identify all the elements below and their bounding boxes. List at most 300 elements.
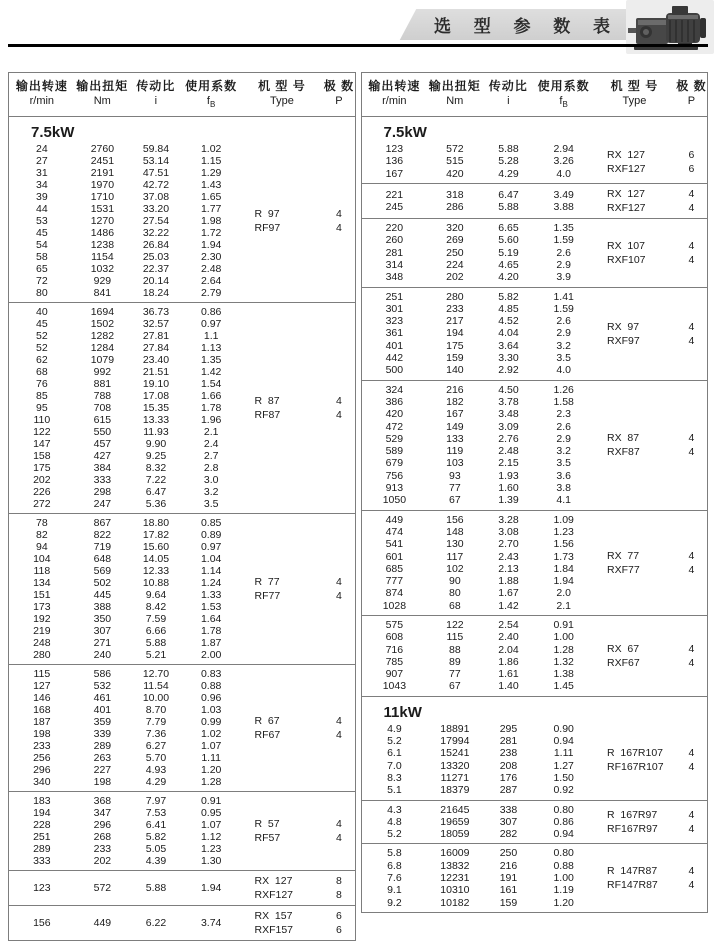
cell-value: 192 [33, 613, 51, 626]
cell-value: 1.20 [553, 896, 574, 909]
cell-value: 221 [385, 188, 404, 201]
model-type-column [240, 909, 323, 937]
table-row [362, 735, 593, 747]
table-row [362, 575, 593, 587]
table-row [362, 384, 593, 396]
table-row [9, 498, 240, 510]
cell-value: 220 [385, 222, 404, 235]
block-rows [362, 143, 593, 180]
cell-value: 3.08 [498, 525, 519, 538]
cell-value: 10.00 [142, 692, 170, 705]
cell-value: 2.13 [498, 562, 519, 575]
cell-value: 47.51 [142, 167, 170, 180]
pole-count-column [676, 549, 707, 577]
cell-value: 1.20 [200, 764, 222, 777]
cell-value: 78 [36, 517, 48, 530]
cell-value: 67 [449, 494, 461, 507]
cell-value: 90 [449, 575, 461, 588]
parameter-block [362, 843, 708, 911]
cell-value: 0.94 [553, 735, 574, 748]
cell-value: 2.6 [556, 420, 571, 433]
table-row [362, 600, 593, 612]
cell-value: 2.48 [200, 263, 222, 276]
model-type: RF57 [254, 832, 281, 845]
cell-value: 280 [33, 649, 51, 662]
cell-value: 40 [36, 306, 48, 319]
model-type-column [593, 549, 676, 577]
block-body [362, 291, 708, 377]
block-rows [9, 917, 240, 929]
cell-value: 88 [449, 643, 461, 656]
cell-value: 1.50 [553, 771, 574, 784]
model-type: RF77 [254, 590, 281, 603]
table-row [362, 897, 593, 909]
table-row [9, 275, 240, 287]
model-type: RXF157 [254, 924, 294, 937]
model-type-column [240, 207, 323, 235]
cell-value: 474 [385, 525, 404, 538]
cell-value: 260 [385, 234, 404, 247]
cell-value: 8.32 [145, 462, 167, 475]
cell-value: 0.96 [200, 692, 222, 705]
table-row [9, 577, 240, 589]
cell-value: 12.33 [142, 565, 170, 578]
cell-value: 18891 [440, 722, 470, 735]
table-row [9, 819, 240, 831]
cell-value: 3.5 [203, 498, 219, 511]
cell-value: 11.54 [143, 680, 169, 693]
cell-value: 384 [93, 462, 112, 475]
cell-value: 251 [33, 831, 51, 844]
table-row [9, 882, 240, 894]
model-type-column [593, 148, 676, 176]
cell-value: 648 [93, 553, 112, 566]
pole-count: 4 [688, 239, 695, 252]
cell-value: 1.73 [553, 550, 574, 563]
cell-value: 401 [385, 339, 404, 352]
cell-value: 1.00 [553, 631, 574, 644]
cell-value: 457 [93, 438, 112, 451]
pole-count-column [676, 239, 707, 267]
block-body [9, 909, 355, 937]
table-row [9, 378, 240, 390]
cell-value: 5.1 [387, 784, 402, 797]
power-section-heading: 11kW [383, 703, 422, 721]
cell-value: 4.52 [498, 315, 519, 328]
block-body [362, 804, 708, 841]
cell-value: 149 [446, 420, 464, 433]
cell-value: 8.42 [145, 601, 167, 614]
cell-value: 191 [499, 872, 518, 885]
model-type-column [593, 431, 676, 459]
cell-value: 5.28 [498, 155, 519, 168]
pole-count-column [323, 575, 354, 603]
parameter-block [362, 800, 708, 844]
col-ratio-unit: i [507, 95, 510, 107]
table-row [9, 764, 240, 776]
cell-value: 202 [446, 271, 464, 284]
cell-value: 0.94 [553, 828, 574, 841]
col-speed-unit: r/min [29, 95, 55, 107]
cell-value: 167 [446, 408, 464, 421]
table-row [362, 680, 593, 692]
table-row [362, 352, 593, 364]
block-rows [362, 619, 593, 693]
cell-value: 202 [33, 474, 51, 487]
cell-value: 2.9 [556, 327, 571, 340]
cell-value: 289 [33, 843, 51, 856]
cell-value: 515 [446, 155, 464, 168]
cell-value: 7.36 [145, 728, 167, 741]
cell-value: 161 [499, 884, 518, 897]
cell-value: 208 [499, 759, 518, 772]
cell-value: 7.97 [145, 795, 167, 808]
table-row [9, 728, 240, 740]
cell-value: 159 [446, 352, 464, 365]
table-row [9, 179, 240, 191]
cell-value: 388 [93, 601, 112, 614]
cell-value: 0.80 [553, 847, 574, 860]
table-row [362, 222, 593, 234]
cell-value: 1.24 [200, 577, 222, 590]
block-rows [362, 189, 593, 214]
cell-value: 1.14 [200, 565, 222, 578]
cell-value: 4.50 [498, 383, 519, 396]
cell-value: 2.70 [498, 538, 519, 551]
cell-value: 123 [33, 882, 51, 895]
cell-value: 1.32 [553, 655, 574, 668]
cell-value: 104 [33, 553, 51, 566]
cell-value: 6.47 [145, 486, 167, 499]
cell-value: 2.6 [556, 246, 571, 259]
cell-value: 23.40 [142, 354, 170, 367]
cell-value: 19.10 [142, 378, 170, 391]
cell-value: 202 [93, 855, 112, 868]
table-row [362, 538, 593, 550]
table-row [9, 668, 240, 680]
cell-value: 3.28 [498, 513, 519, 526]
pole-count-column [323, 207, 354, 235]
cell-value: 123 [385, 143, 404, 156]
cell-value: 248 [33, 637, 51, 650]
cell-value: 788 [93, 390, 112, 403]
parameter-block [362, 287, 708, 380]
cell-value: 5.8 [387, 847, 402, 860]
cell-value: 17994 [440, 735, 470, 748]
cell-value: 80 [449, 587, 461, 600]
table-row [362, 155, 593, 167]
cell-value: 500 [385, 364, 404, 377]
table-row [362, 828, 593, 840]
cell-value: 318 [446, 188, 464, 201]
cell-value: 21645 [440, 803, 470, 816]
cell-value: 1.39 [498, 494, 519, 507]
cell-value: 601 [385, 550, 404, 563]
cell-value: 268 [93, 831, 112, 844]
table-header [362, 73, 708, 117]
cell-value: 280 [446, 290, 464, 303]
block-body [362, 514, 708, 612]
cell-value: 0.83 [200, 668, 222, 681]
cell-value: 173 [33, 601, 51, 614]
cell-value: 296 [93, 819, 112, 832]
cell-value: 907 [385, 668, 404, 681]
parameter-block [362, 696, 708, 800]
pole-count: 4 [336, 395, 342, 408]
cell-value: 110 [33, 414, 51, 427]
table-row [9, 203, 240, 215]
cell-value: 15.60 [142, 541, 170, 554]
table-row [9, 426, 240, 438]
table-row [9, 155, 240, 167]
cell-value: 17.82 [142, 529, 170, 542]
block-body [362, 723, 708, 797]
cell-value: 183 [33, 795, 51, 808]
cell-value: 228 [33, 819, 51, 832]
cell-value: 2.4 [203, 438, 219, 451]
cell-value: 929 [93, 275, 112, 288]
pole-count-column [323, 817, 354, 845]
col-torque-unit: Nm [446, 95, 464, 107]
cell-value: 1.94 [553, 575, 574, 588]
pole-count: 4 [688, 879, 695, 892]
cell-value: 3.78 [498, 395, 519, 408]
block-body [9, 874, 355, 902]
cell-value: 338 [499, 803, 518, 816]
cell-value: 307 [499, 815, 518, 828]
cell-value: 1.30 [200, 855, 222, 868]
table-row [9, 565, 240, 577]
pole-count: 6 [688, 162, 695, 175]
table-row [9, 390, 240, 402]
cell-value: 9.2 [387, 896, 402, 909]
cell-value: 42.72 [142, 179, 170, 192]
cell-value: 65 [36, 263, 48, 276]
cell-value: 134 [33, 577, 51, 590]
block-rows [362, 291, 593, 377]
model-type: R 97 [254, 208, 280, 221]
cell-value: 348 [385, 271, 404, 284]
parameter-block [362, 117, 708, 183]
cell-value: 9.25 [145, 450, 167, 463]
table-row [9, 438, 240, 450]
cell-value: 1.59 [553, 234, 574, 247]
cell-value: 6.27 [145, 740, 167, 753]
table-row [9, 450, 240, 462]
cell-value: 27.54 [142, 215, 170, 228]
table-row [9, 474, 240, 486]
cell-value: 216 [499, 859, 518, 872]
cell-value: 22.37 [142, 263, 170, 276]
pole-count-column [676, 864, 707, 892]
model-type: RF67 [254, 729, 281, 742]
model-type: RX 67 [606, 642, 640, 655]
cell-value: 323 [385, 315, 404, 328]
model-type: R 167R107 [606, 746, 664, 759]
cell-value: 4.8 [387, 815, 402, 828]
cell-value: 5.82 [498, 290, 519, 303]
cell-value: 282 [499, 828, 518, 841]
cell-value: 45 [36, 227, 48, 240]
cell-value: 32.57 [142, 318, 170, 331]
cell-value: 4.93 [145, 764, 167, 777]
cell-value: 1694 [90, 306, 115, 319]
cell-value: 1.1 [203, 330, 219, 343]
cell-value: 18.80 [142, 517, 170, 530]
cell-value: 420 [385, 408, 404, 421]
cell-value: 33.20 [142, 203, 170, 216]
cell-value: 263 [93, 752, 112, 765]
cell-value: 233 [33, 740, 51, 753]
pole-count: 4 [688, 642, 695, 655]
block-body [9, 306, 355, 510]
col-model [240, 79, 323, 111]
model-type-column [240, 575, 323, 603]
pole-count: 4 [688, 334, 695, 347]
cell-value: 15241 [440, 747, 470, 760]
cell-value: 67 [449, 680, 461, 693]
cell-value: 314 [385, 258, 404, 271]
table-row [362, 847, 593, 859]
table-row [362, 327, 593, 339]
cell-value: 7.79 [145, 716, 167, 729]
pole-count: 4 [688, 760, 695, 773]
col-torque [427, 79, 482, 111]
cell-value: 194 [33, 807, 51, 820]
pole-count: 8 [336, 889, 342, 902]
cell-value: 1502 [90, 318, 115, 331]
col-poles [323, 79, 354, 111]
cell-value: 2.15 [498, 457, 519, 470]
col-poles [676, 79, 707, 111]
cell-value: 0.90 [553, 722, 574, 735]
cell-value: 1.94 [200, 239, 222, 252]
col-service-factor-unit: $f_B$ [206, 95, 216, 110]
cell-value: 4.39 [145, 855, 167, 868]
table-row [9, 740, 240, 752]
table-row [9, 752, 240, 764]
cell-value: 822 [93, 529, 112, 542]
col-model-unit: Type [622, 95, 647, 107]
cell-value: 572 [93, 882, 112, 895]
cell-value: 289 [93, 740, 112, 753]
col-model-label: 机 型 号 [258, 79, 306, 93]
cell-value: 95 [36, 402, 48, 415]
cell-value: 0.99 [200, 716, 222, 729]
cell-value: 3.2 [556, 339, 571, 352]
cell-value: 1.66 [200, 390, 222, 403]
table-row [9, 263, 240, 275]
cell-value: 2451 [90, 155, 115, 168]
table-row [362, 291, 593, 303]
cell-value: 1.07 [200, 819, 222, 832]
cell-value: 2.79 [200, 287, 222, 300]
header-rule [8, 44, 708, 47]
cell-value: 1.12 [200, 831, 222, 844]
cell-value: 420 [446, 167, 464, 180]
cell-value: 3.26 [553, 155, 574, 168]
cell-value: 2.0 [556, 587, 571, 600]
block-rows [362, 804, 593, 841]
cell-value: 2.9 [556, 258, 571, 271]
cell-value: 1710 [90, 191, 115, 204]
cell-value: 2.9 [556, 432, 571, 445]
cell-value: 3.9 [556, 271, 571, 284]
cell-value: 719 [93, 541, 112, 554]
col-model [593, 79, 676, 111]
table-row [362, 619, 593, 631]
cell-value: 1032 [90, 263, 115, 276]
cell-value: 24 [36, 143, 48, 156]
cell-value: 159 [499, 896, 518, 909]
block-rows [362, 723, 593, 797]
title-banner [408, 9, 636, 40]
cell-value: 1.96 [200, 414, 222, 427]
table-row [362, 168, 593, 180]
model-type: RF97 [254, 222, 281, 235]
col-torque-label: 输出扭矩 [428, 79, 481, 93]
col-torque-label: 输出扭矩 [76, 79, 129, 93]
table-row [9, 342, 240, 354]
cell-value: 10182 [440, 896, 470, 909]
block-rows [9, 668, 240, 788]
table-row [362, 482, 593, 494]
cell-value: 1284 [90, 342, 115, 355]
cell-value: 2.30 [200, 251, 222, 264]
model-type: RF147R87 [606, 879, 658, 892]
cell-value: 2.92 [498, 364, 519, 377]
cell-value: 2.40 [498, 631, 519, 644]
col-service-factor-unit: $f_B$ [559, 95, 568, 110]
table-row [362, 816, 593, 828]
cell-value: 5.05 [145, 843, 167, 856]
col-ratio [130, 79, 182, 111]
cell-value: 7.59 [145, 613, 167, 626]
cell-value: 9.1 [387, 884, 402, 897]
block-rows [9, 306, 240, 510]
cell-value: 881 [93, 378, 112, 391]
model-type: RX 87 [606, 432, 640, 445]
table-row [362, 872, 593, 884]
col-ratio [482, 79, 534, 111]
model-type: R 147R87 [606, 865, 658, 878]
model-type-column [240, 714, 323, 742]
cell-value: 272 [33, 498, 51, 511]
pole-count: 4 [688, 865, 695, 878]
block-body [362, 847, 708, 908]
table-row [9, 330, 240, 342]
cell-value: 756 [385, 469, 404, 482]
table-row [9, 251, 240, 263]
cell-value: 6.1 [387, 747, 402, 760]
cell-value: 1.43 [200, 179, 222, 192]
cell-value: 5.70 [145, 752, 167, 765]
pole-count: 4 [688, 320, 695, 333]
cell-value: 3.5 [556, 457, 571, 470]
cell-value: 1.23 [553, 525, 574, 538]
cell-value: 1079 [90, 354, 115, 367]
cell-value: 2.00 [200, 649, 222, 662]
parameter-block [9, 664, 355, 791]
cell-value: 9.90 [145, 438, 167, 451]
cell-value: 77 [449, 668, 461, 681]
cell-value: 156 [446, 513, 464, 526]
cell-value: 1.35 [200, 354, 222, 367]
model-type-column [593, 239, 676, 267]
cell-value: 6.8 [387, 859, 402, 872]
cell-value: 4.85 [498, 302, 519, 315]
cell-value: 93 [449, 469, 461, 482]
